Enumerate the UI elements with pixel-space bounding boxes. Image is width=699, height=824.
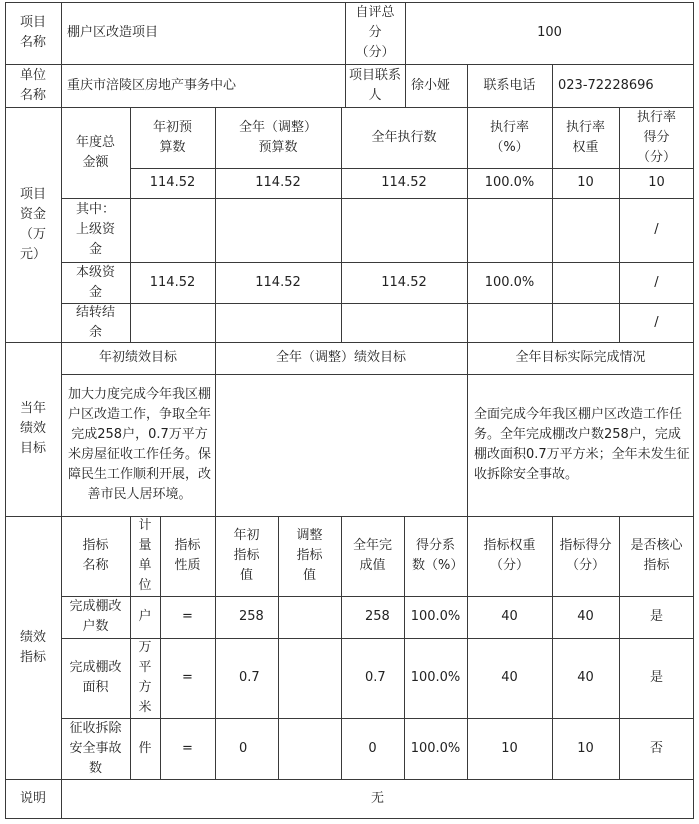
indicator-row-2-unit: 万平方米 [138,640,152,715]
carry-over-score: / [654,314,659,330]
phone-label: 联系电话 [483,77,536,93]
indicator-row-3-unit: 件 [138,740,152,756]
indicator-adjusted-header: 调整指标值 [296,528,323,583]
indicator-row-2-name: 完成棚改面积 [69,660,122,695]
indicator-row-2-completed: 0.7 [365,670,386,685]
phone-value: 023-72228696 [558,77,654,93]
indicator-row-1-adjusted [278,596,341,638]
indicator-row-2-coef: 100.0% [410,670,461,685]
upper-funds-score: / [654,222,659,237]
total-score-value: 10 [648,175,665,190]
performance-evaluation-form [5,2,694,819]
indicator-row-2-score: 40 [577,670,594,685]
indicator-name-header: 指标名称 [82,538,109,573]
goals-section-label: 当年绩效目标 [19,401,46,456]
indicator-row-3-nature: = [182,740,193,756]
indicator-row-1-name: 完成棚改户数 [69,599,122,634]
indicator-completed-header: 全年完成值 [352,538,392,573]
indicator-weight-header: 指标权重（分） [483,538,536,573]
indicator-row-1-nature: = [182,609,193,624]
executed-header: 全年执行数 [371,129,437,145]
indicator-row-1-coef: 100.0% [410,609,461,624]
indicator-row-3-core: 否 [649,740,663,756]
indicator-row-3-score: 10 [577,740,594,756]
indicator-row-2-weight: 40 [501,670,518,685]
indicator-coef-header: 得分系数（%） [412,538,464,573]
local-initial-value: 114.52 [149,274,196,290]
indicator-unit-header: 计量单位 [138,518,152,593]
indicator-row-1-score: 40 [577,609,594,624]
indicator-nature-header: 指标性质 [174,538,201,573]
indicator-initial-header: 年初指标值 [233,528,260,583]
actual-goal-text: 全面完成今年我区棚户区改造工作任务。全年完成棚改户数258户，完成棚改面积0.7万平方米；全年未发生征收拆除安全事故。 [474,407,690,482]
note-label: 说明 [19,791,46,806]
adjusted-budget-header: 全年（调整）预算数 [238,119,317,155]
initial-goal-text: 加大力度完成今年我区棚户区改造工作，争取全年完成258户，0.7万平方米房屋征收工作任务。保障民生工作顺利开展，改善市民人居环境。 [68,387,212,502]
indicator-row-2-adjusted [278,638,341,718]
indicators-section-label: 绩效指标 [19,629,46,665]
total-executed-value: 114.52 [381,175,427,190]
upper-funds-label: 其中：上级资金 [75,202,115,257]
local-funds-label: 本级资金 [75,264,115,300]
indicator-row-2-core: 是 [649,670,663,685]
indicator-row-1-initial: 258 [239,609,264,624]
project-contact-value: 徐小娅 [411,77,451,93]
adjusted-goal-text [215,374,467,516]
local-executed-value: 114.52 [381,274,427,290]
self-score-value: 100 [537,25,562,40]
carry-over-label: 结转结余 [75,304,115,340]
project-contact-label: 项目联系人 [349,67,402,103]
unit-name-label: 单位名称 [19,67,46,103]
initial-goal-header: 年初绩效目标 [98,350,177,365]
indicator-row-1-weight: 40 [501,609,518,624]
indicator-row-2-initial: 0.7 [239,670,260,685]
local-adjusted-value: 114.52 [255,274,301,290]
indicator-row-3-name: 征收拆除安全事故数 [69,720,122,776]
local-rate-value: 100.0% [484,274,535,290]
local-score-value: / [654,274,659,290]
exec-score-header: 执行率得分（分） [636,109,676,165]
indicator-score-header: 指标得分（分） [559,538,612,573]
adjusted-goal-header: 全年（调整）绩效目标 [275,350,406,365]
total-adjusted-value: 114.52 [255,175,301,190]
note-text: 无 [370,791,384,806]
project-name-value: 棚户区改造项目 [67,25,159,40]
self-score-label: 自评总分（分） [355,5,395,60]
total-initial-value: 114.52 [149,175,196,190]
indicator-row-2-nature: = [182,670,193,685]
unit-name-value: 重庆市涪陵区房地产事务中心 [67,77,237,93]
indicator-row-1-unit: 户 [138,609,152,624]
indicator-row-1-completed: 258 [365,609,390,624]
annual-total-label: 年度总金额 [75,134,115,170]
indicator-row-3-initial: 0 [239,740,248,756]
indicator-core-header: 是否核心指标 [630,538,683,573]
total-rate-value: 100.0% [484,175,535,190]
actual-goal-header: 全年目标实际完成情况 [515,350,646,365]
initial-budget-header: 年初预算数 [152,119,192,155]
indicator-row-1-core: 是 [649,609,663,624]
indicator-row-3-coef: 100.0% [410,740,461,756]
indicator-row-3-completed: 0 [368,740,377,756]
exec-rate-header: 执行率（%） [489,119,529,155]
project-name-label: 项目名称 [19,15,46,50]
indicator-row-3-adjusted [278,718,341,779]
indicator-row-3-weight: 10 [501,740,518,756]
funds-section-label: 项目资金（万元） [19,186,46,262]
exec-weight-header: 执行率权重 [565,119,605,155]
total-weight-value: 10 [577,175,594,190]
